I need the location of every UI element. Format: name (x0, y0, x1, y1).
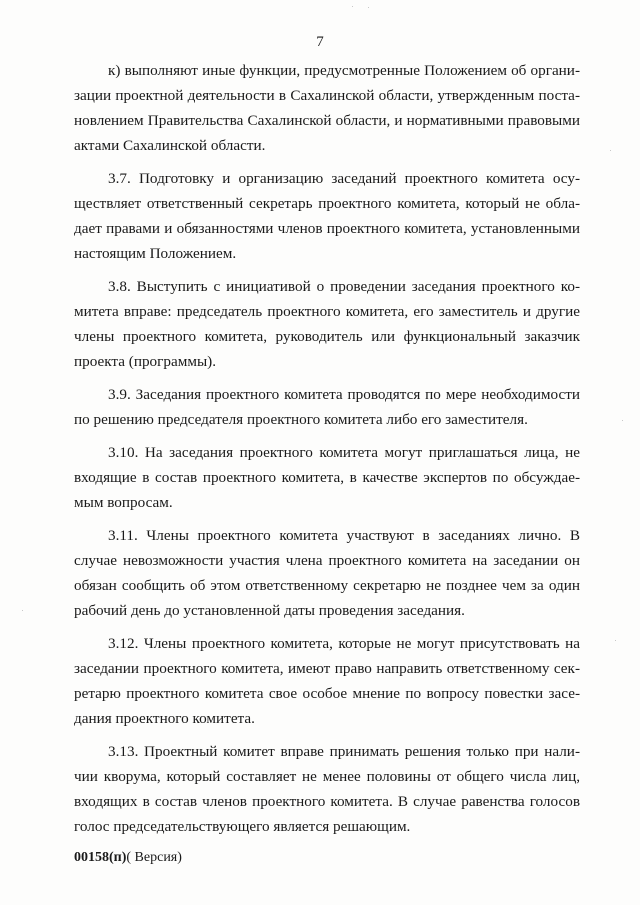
document-version: ( Версия) (126, 850, 182, 865)
scan-speck (368, 7, 369, 8)
document-footer (74, 850, 182, 866)
scan-speck (22, 610, 23, 611)
paragraph-3-7: 3.7. Подготовку и организацию заседаний проектного комитета осуществляет ответственный секретарь проектного комитета, который не обладает правами и обязанностями членов проектного комитета, установленными настоящим Положением. (74, 170, 580, 262)
paragraph-3-8: 3.8. Выступить с инициативой о проведении заседания проектного комитета вправе: председатель проектного комитета, его заместитель и другие члены проектного комитета, руководитель или функциональный заказчик проекта (программы). (74, 278, 580, 370)
document-body (74, 58, 580, 847)
scan-speck (615, 640, 616, 641)
paragraph-k: к) выполняют иные функции, предусмотренные Положением об организации проектной деятельности в Сахалинской области, утвержденным постановлением Правительства Сахалинской области, и нормативными правовыми актами Сахалинской области. (74, 62, 580, 154)
scan-speck (622, 420, 623, 421)
paragraph-3-9: 3.9. Заседания проектного комитета проводятся по мере необходимости по решению председателя проектного комитета либо его заместителя. (74, 386, 580, 428)
scan-speck (352, 6, 353, 7)
paragraph-3-13: 3.13. Проектный комитет вправе принимать решения только при наличии кворума, который составляет не менее половины от общего числа лиц, входящих в состав членов проектного комитета. В случае равенства голосов голос председательствующего является решающим. (74, 743, 580, 835)
scan-speck (610, 150, 611, 151)
paragraph-3-12: 3.12. Члены проектного комитета, которые не могут присутствовать на заседании проектного комитета, имеют право направить ответственному секретарю проектного комитета свое особое мнение по вопросу повестки заседания проектного комитета. (74, 635, 580, 727)
page-number: 7 (316, 34, 324, 50)
paragraph-3-11: 3.11. Члены проектного комитета участвуют в заседаниях лично. В случае невозможности участия члена проектного комитета на заседании он обязан сообщить об этом ответственному секретарю не позднее чем за один рабочий день до установленной даты проведения заседания. (74, 527, 580, 619)
document-code: 00158(п) (74, 850, 127, 865)
paragraph-3-10: 3.10. На заседания проектного комитета могут приглашаться лица, не входящие в состав проектного комитета, в качестве экспертов по обсуждаемым вопросам. (74, 444, 580, 511)
